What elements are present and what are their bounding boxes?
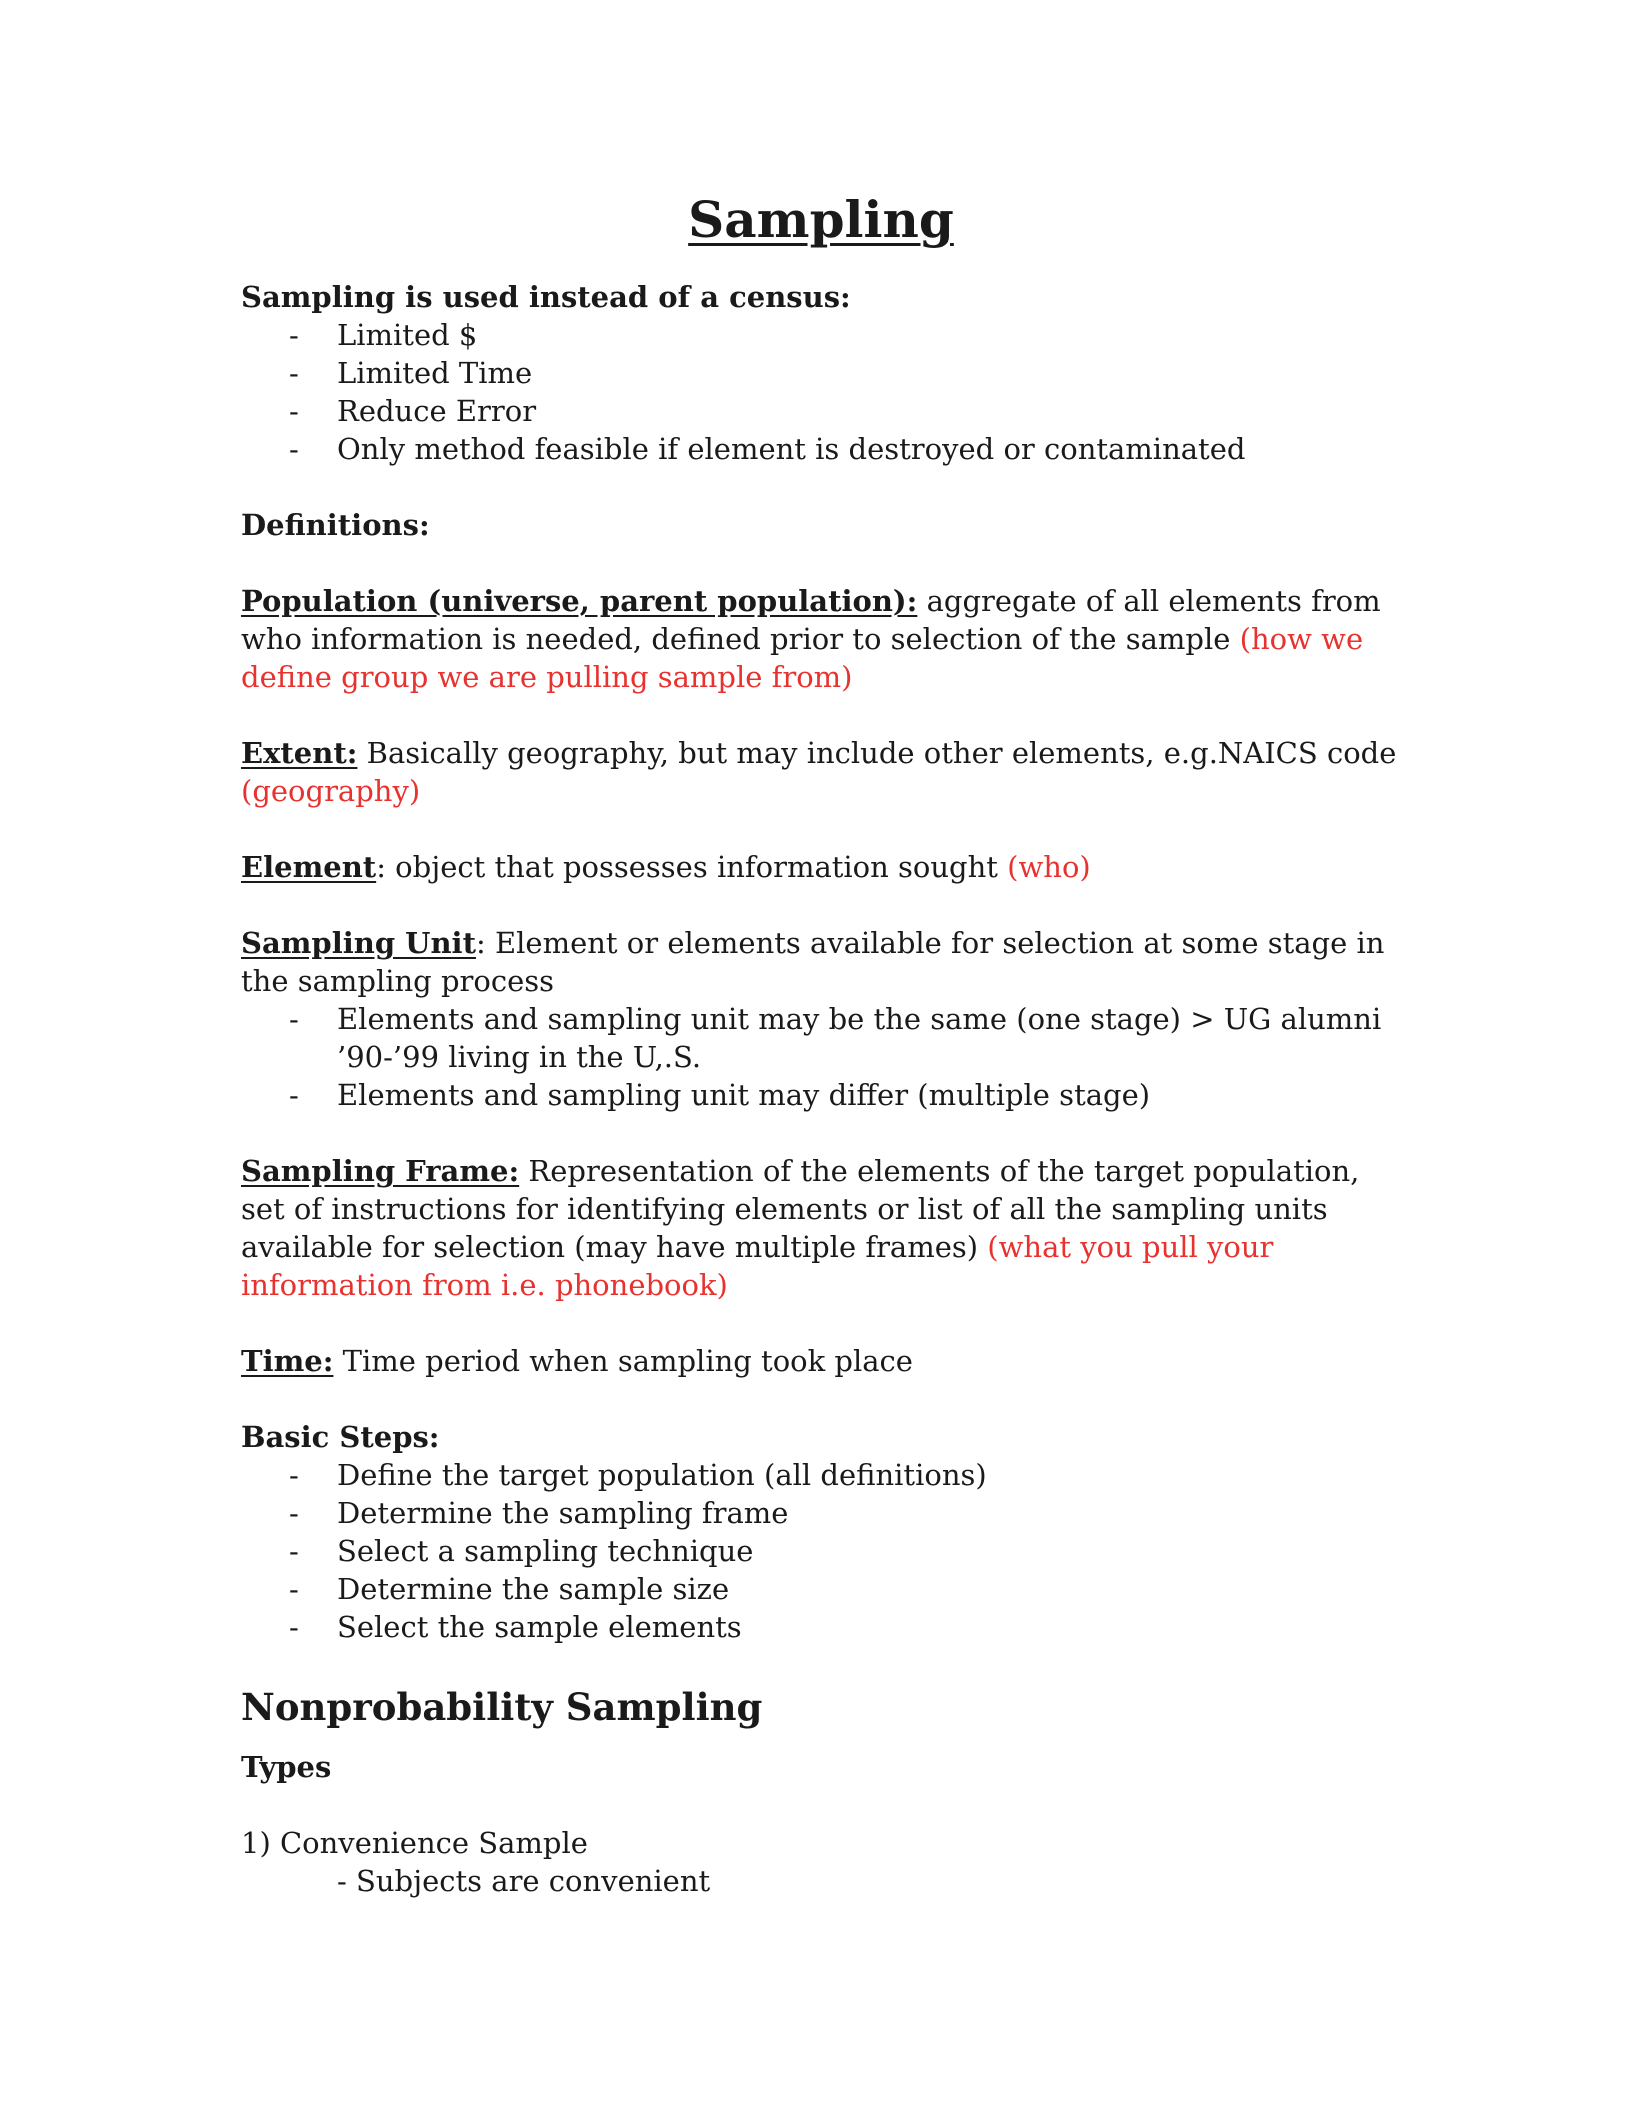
extent-term: Extent: — [241, 736, 358, 770]
list-item: - Reduce Error — [289, 394, 537, 428]
element-definition: Element: object that possesses information sought (who) — [241, 850, 1091, 884]
sampling-unit-definition: Sampling Unit: Element or elements available for selection at some stage in the sampling process — [241, 926, 1385, 998]
list-item: - Determine the sample size — [289, 1572, 730, 1606]
basic-steps-list — [241, 1456, 1401, 1646]
document-body — [241, 190, 1401, 1900]
time-definition: Time: Time period when sampling took place — [241, 1344, 913, 1378]
population-term: Population (universe, parent population): — [241, 584, 918, 618]
sampling-unit-term: Sampling Unit — [241, 926, 476, 960]
list-item: - Select a sampling technique — [289, 1534, 754, 1568]
sampling-frame-term: Sampling Frame: — [241, 1154, 520, 1188]
types-heading: Types — [241, 1750, 332, 1784]
sampling-frame-definition: Sampling Frame: Representation of the elements of the target population, set of instructions for identifying elements or list of all the sampling units available for selection (may have multiple frames) (what you pull your information from i.e. phonebook) — [241, 1154, 1360, 1302]
extent-definition: Extent: Basically geography, but may include other elements, e.g.NAICS code (geography) — [241, 736, 1397, 808]
time-term: Time: — [241, 1344, 334, 1378]
basic-steps-heading: Basic Steps: — [241, 1420, 440, 1454]
nonprobability-title: Nonprobability Sampling — [241, 1685, 763, 1729]
extent-note: (geography) — [241, 774, 421, 808]
list-item: - Limited Time — [289, 356, 533, 390]
sampling-frame-note: (what you pull your information from i.e. phonebook) — [241, 1230, 1274, 1302]
sampling-unit-list — [241, 1000, 1401, 1114]
element-term: Element — [241, 850, 377, 884]
census-list — [241, 316, 1401, 468]
page-title: Sampling — [688, 190, 954, 249]
list-item: - Limited $ — [289, 318, 478, 352]
list-item: - Define the target population (all definitions) — [289, 1458, 987, 1492]
population-note: (how we define group we are pulling sample from) — [241, 622, 1364, 694]
population-definition: Population (universe, parent population): aggregate of all elements from who information is needed, defined prior to selection of the sample (how we define group we are pulling sample from) — [241, 584, 1381, 694]
definitions-heading: Definitions: — [241, 508, 430, 542]
list-item: - Elements and sampling unit may differ (multiple stage) — [289, 1078, 1151, 1112]
element-note: (who) — [1007, 850, 1091, 884]
type-convenience: 1) Convenience Sample — [241, 1826, 588, 1860]
census-heading: Sampling is used instead of a census: — [241, 280, 851, 314]
list-item: - Select the sample elements — [289, 1610, 742, 1644]
list-item: - Elements and sampling unit may be the same (one stage) > UG alumni ’90-’99 living in the U,.S. — [289, 1002, 1382, 1074]
type-convenience-sub: - Subjects are convenient — [337, 1864, 711, 1898]
list-item: - Only method feasible if element is destroyed or contaminated — [289, 432, 1246, 466]
list-item: - Determine the sampling frame — [289, 1496, 789, 1530]
